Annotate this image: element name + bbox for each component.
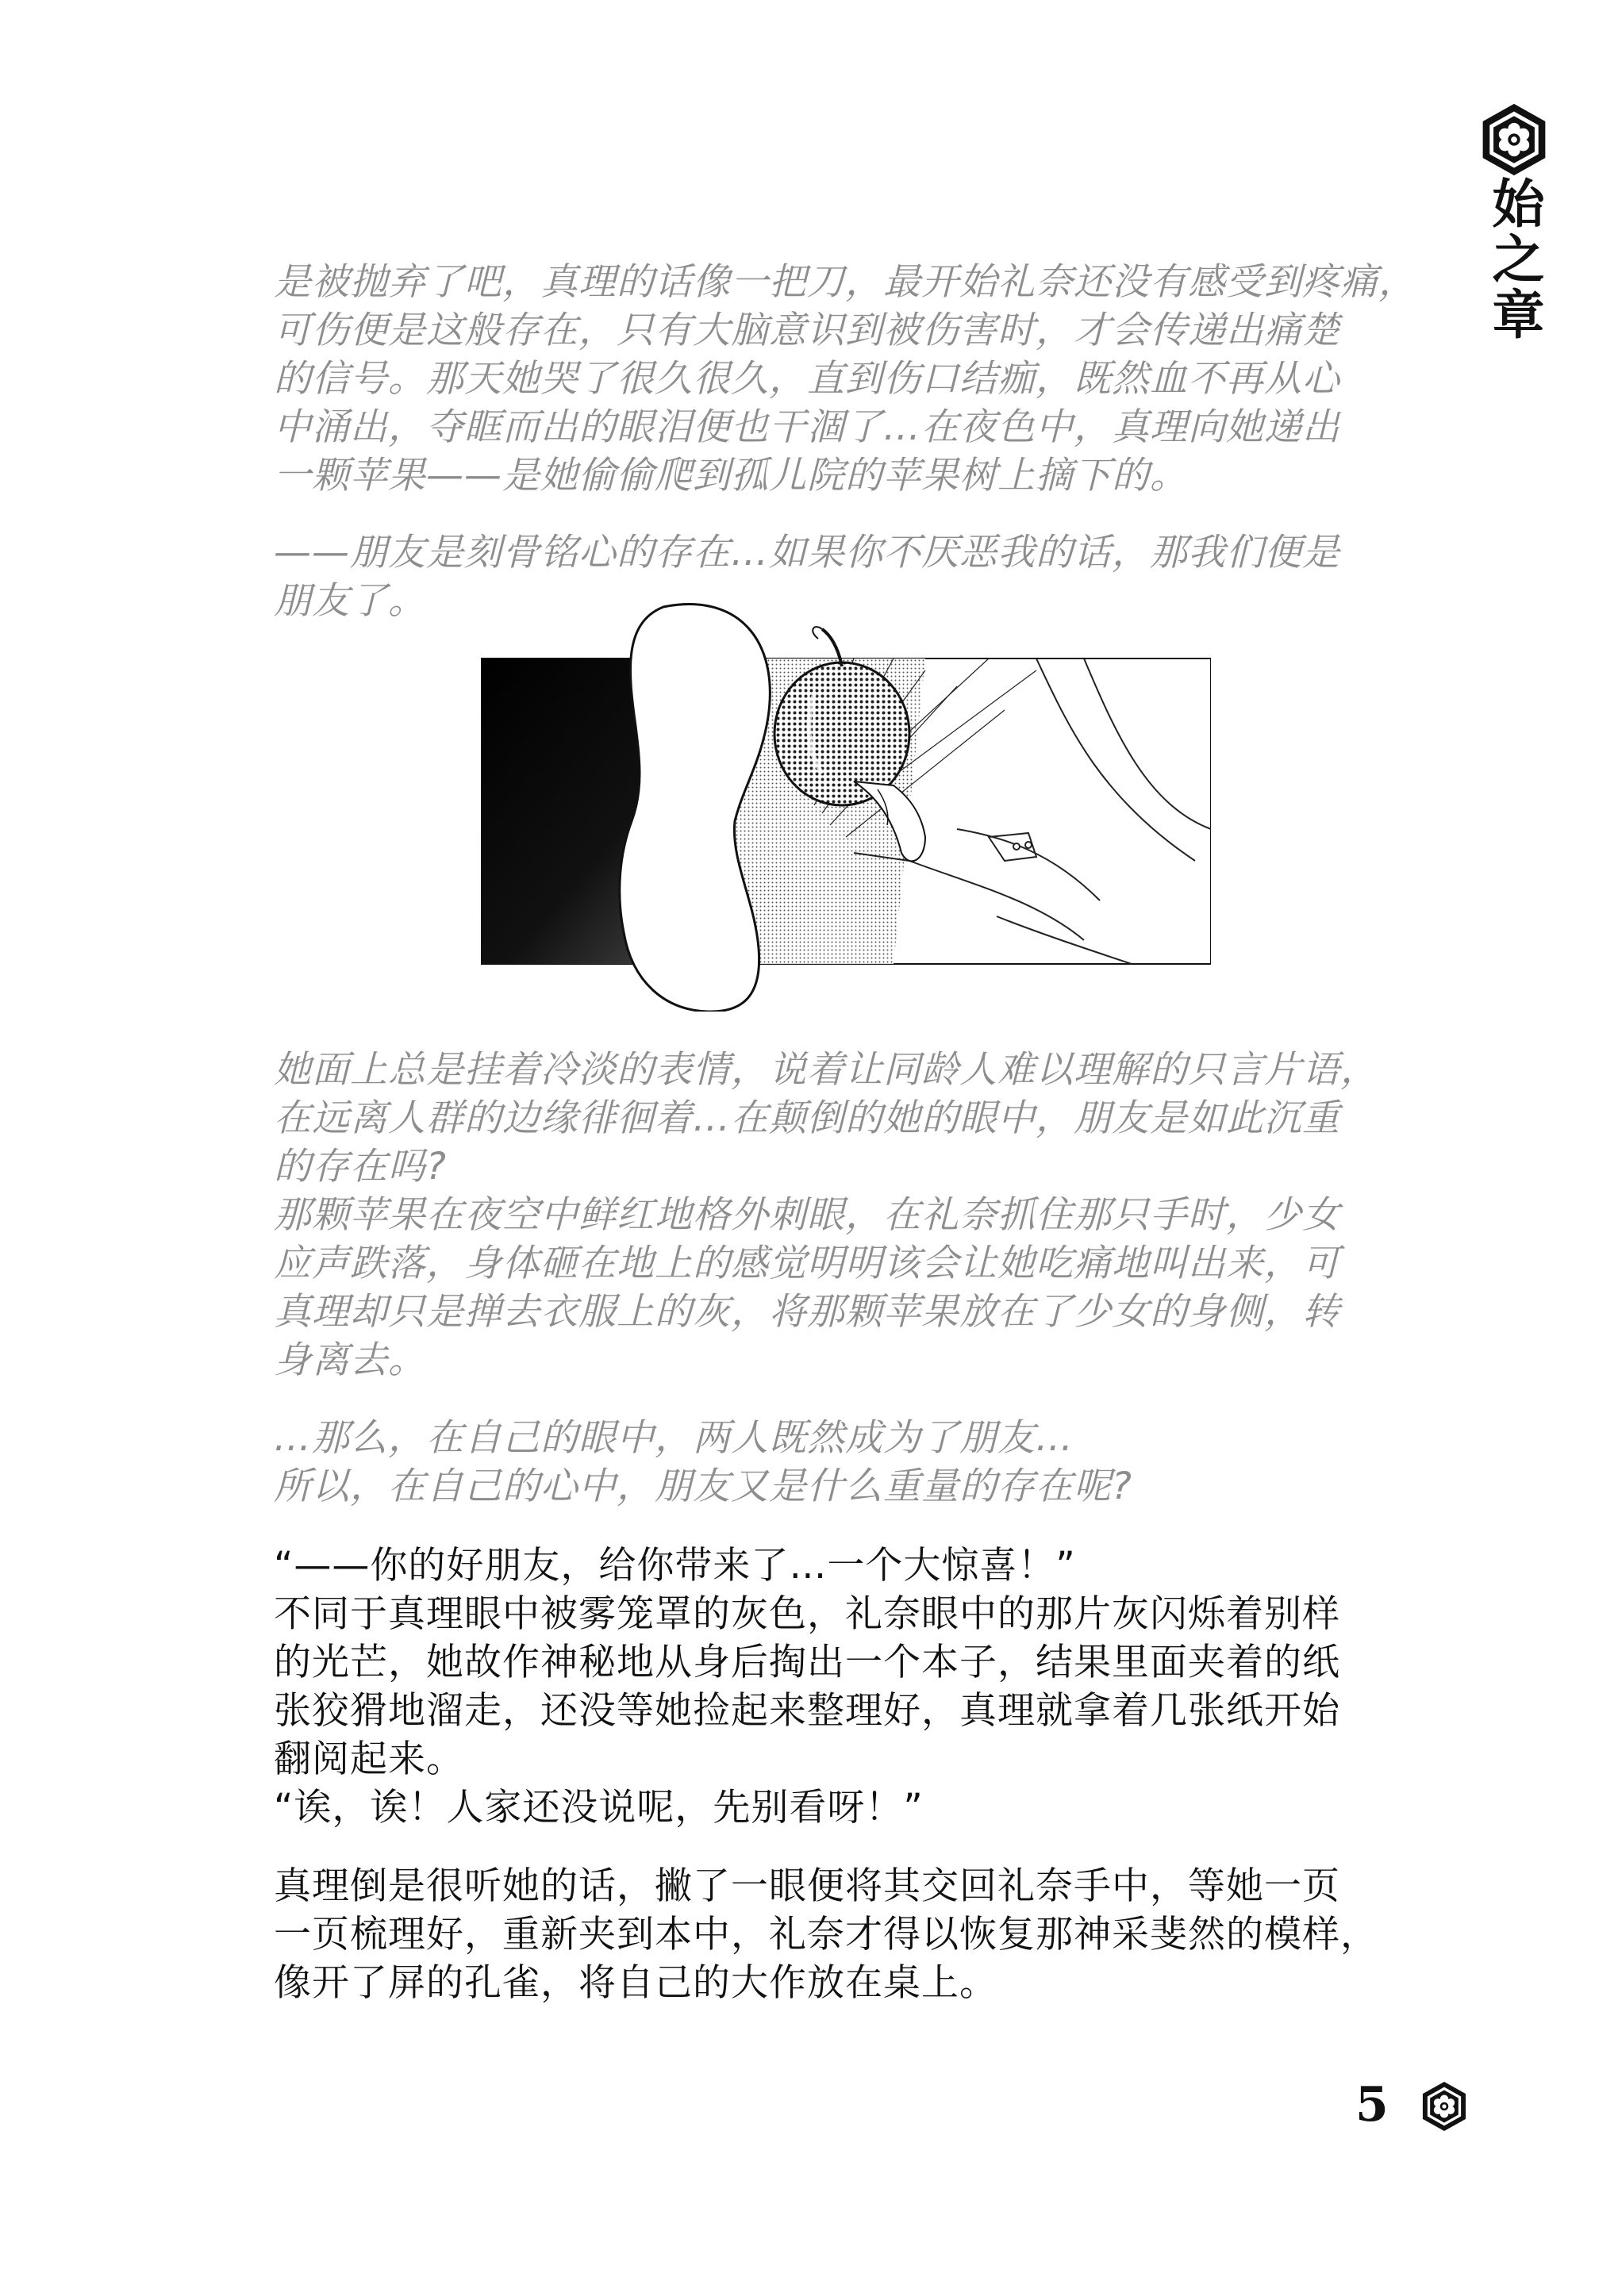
text-line: 真理倒是很听她的话，撇了一眼便将其交回礼奈手中，等她一页 bbox=[274, 1864, 1340, 1908]
text-line: “诶，诶！人家还没说呢，先别看呀！” bbox=[274, 1786, 924, 1830]
text-line: 不同于真理眼中被雾笼罩的灰色，礼奈眼中的那片灰闪烁着别样 bbox=[274, 1592, 1340, 1636]
page-number: 5 bbox=[1355, 2077, 1389, 2133]
paragraph bbox=[274, 258, 1416, 500]
paragraph bbox=[274, 1862, 1393, 2007]
paragraph bbox=[274, 1414, 1393, 1511]
manga-illustration bbox=[481, 599, 1211, 1012]
text-line: ——朋友是刻骨铭心的存在…如果你不厌恶我的话，那我们便是 bbox=[274, 531, 1340, 574]
text-line: 那颗苹果在夜空中鲜红地格外刺眼，在礼奈抓住那只手时，少女 bbox=[274, 1193, 1340, 1237]
flower-emblem-icon bbox=[1476, 102, 1552, 178]
text-line: 她面上总是挂着冷淡的表情，说着让同龄人难以理解的只言片语， bbox=[274, 1048, 1378, 1092]
text-line: 中涌出，夺眶而出的眼泪便也干涸了…在夜色中，真理向她递出 bbox=[274, 405, 1340, 449]
text-line: 身离去。 bbox=[274, 1338, 426, 1382]
chapter-title: 始之章 bbox=[1483, 176, 1545, 343]
text-line: 张狡猾地溜走，还没等她捡起来整理好，真理就拿着几张纸开始 bbox=[274, 1689, 1340, 1733]
text-line: 应声跌落，身体砸在地上的感觉明明该会让她吃痛地叫出来，可 bbox=[274, 1242, 1340, 1285]
text-line: 一页梳理好，重新夹到本中，礼奈才得以恢复那神采斐然的模样， bbox=[274, 1913, 1378, 1956]
text-line: 的信号。那天她哭了很久很久，直到伤口结痂，既然血不再从心 bbox=[274, 357, 1340, 401]
text-line: …那么，在自己的眼中，两人既然成为了朋友… bbox=[274, 1416, 1074, 1460]
flower-emblem-icon bbox=[1418, 2080, 1470, 2133]
text-line: 翻阅起来。 bbox=[274, 1737, 464, 1781]
text-line: “——你的好朋友，给你带来了…一个大惊喜！” bbox=[274, 1544, 1076, 1588]
text-line: 一颗苹果——是她偷偷爬到孤儿院的苹果树上摘下的。 bbox=[274, 454, 1188, 497]
text-line: 所以，在自己的心中，朋友又是什么重量的存在呢? bbox=[274, 1465, 1132, 1508]
text-line: 真理却只是掸去衣服上的灰，将那颗苹果放在了少女的身侧，转 bbox=[274, 1290, 1340, 1334]
text-line: 的存在吗? bbox=[274, 1145, 447, 1188]
paragraph bbox=[274, 1046, 1393, 1384]
text-line: 的光芒，她故作神秘地从身后掏出一个本子，结果里面夹着的纸 bbox=[274, 1641, 1340, 1684]
text-line: 像开了屏的孔雀，将自己的大作放在桌上。 bbox=[274, 1961, 997, 2005]
paragraph bbox=[274, 1542, 1393, 1832]
text-line: 在远离人群的边缘徘徊着…在颠倒的她的眼中，朋友是如此沉重 bbox=[274, 1096, 1340, 1140]
text-line: 可伤便是这般存在，只有大脑意识到被伤害时，才会传递出痛楚 bbox=[274, 309, 1340, 352]
text-line: 朋友了。 bbox=[274, 579, 426, 623]
text-line: 是被抛弃了吧，真理的话像一把刀，最开始礼奈还没有感受到疼痛， bbox=[274, 260, 1416, 304]
